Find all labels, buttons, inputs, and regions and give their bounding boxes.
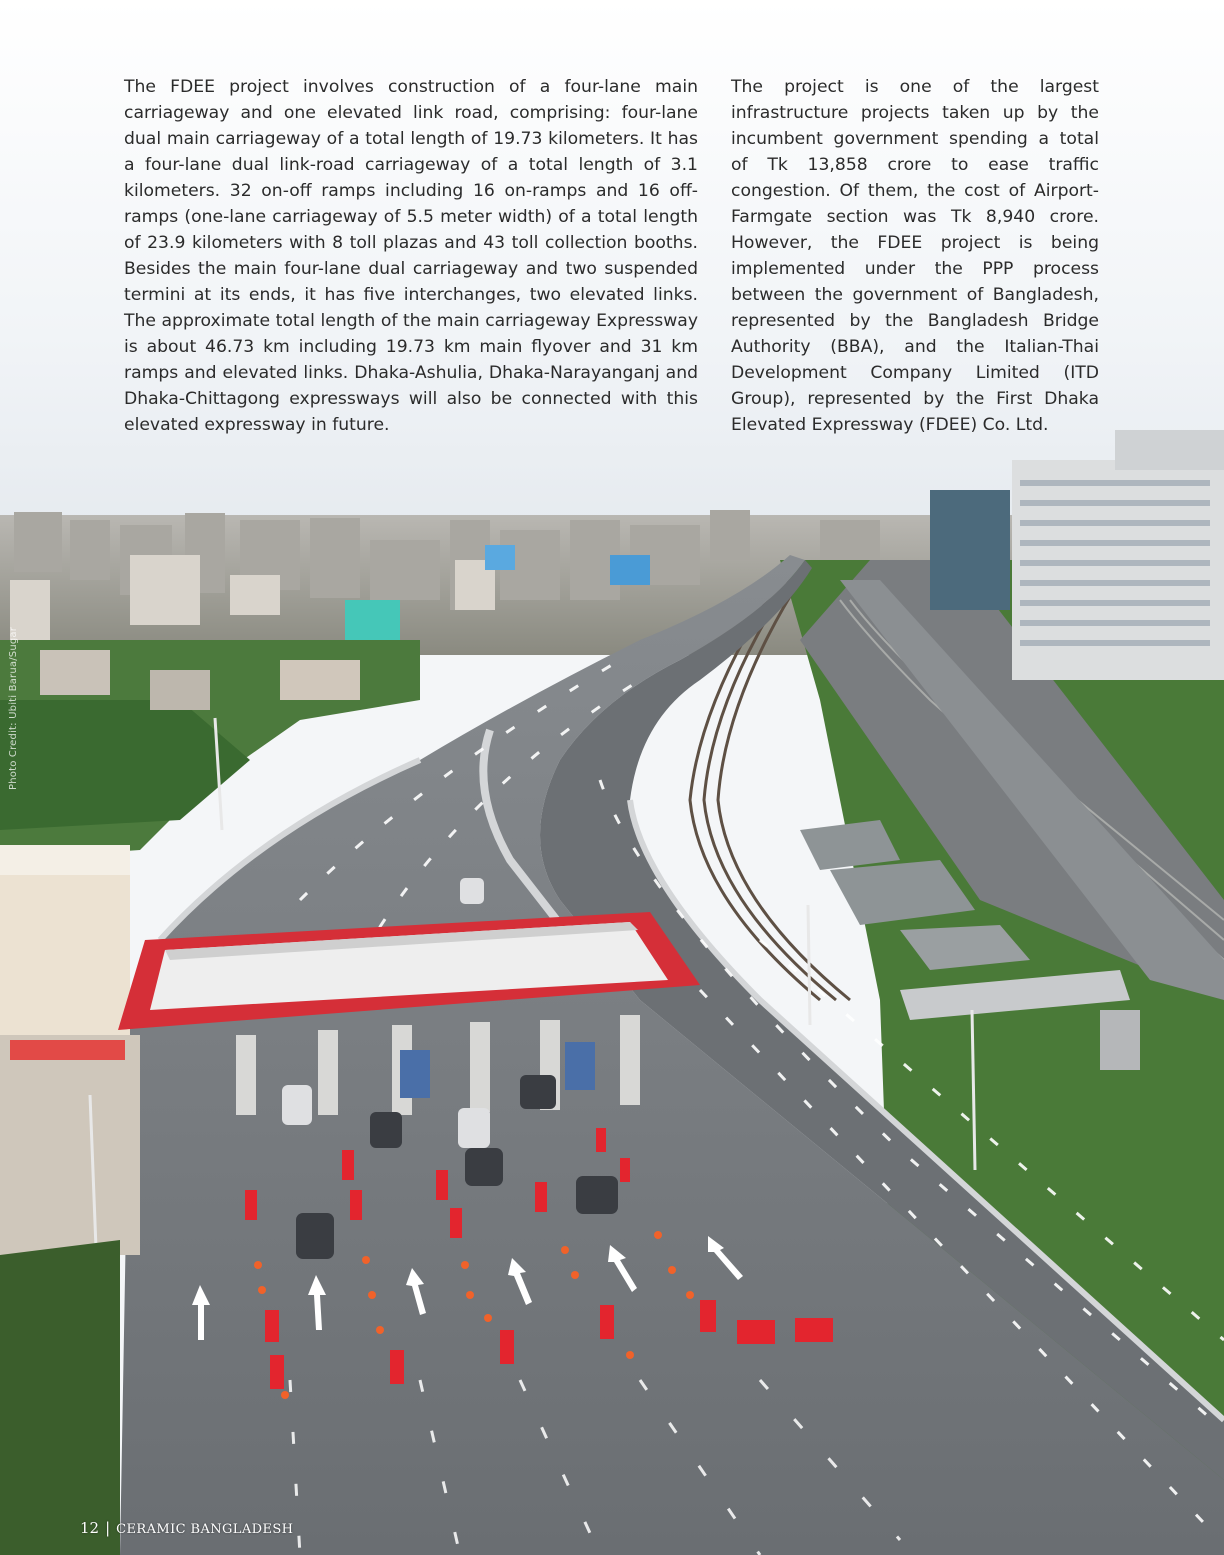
article-right-column: The project is one of the largest infrastructure projects taken up by the incumbent government spending a total of Tk 13,858 crore to ease traffic congestion. Of them, the cost of Airport-Farmgate section was Tk 8,940 crore. However, the FDEE project is being implemented under the PPP process between the government of Bangladesh, represented by the Bangladesh Bridge Authority (BBA), and the Italian-Thai Development Company Limited (ITD Group), represented by the First Dhaka Elevated Expressway (FDEE) Co. Ltd. (731, 77, 1099, 435)
page-number: 12 (80, 1519, 100, 1537)
footer-separator: | (105, 1519, 111, 1537)
magazine-name: CERAMIC BANGLADESH (116, 1522, 294, 1537)
article-left-column: The FDEE project involves construction of a four-lane main carriageway and one elevated link road, comprising: four-lane dual main carriageway of a total length of 19.73 kilometers. It has a four-lane dual link-road carriageway of a total length of 3.1 kilometers. 32 on-off ramps including 16 on-ramps and 16 off-ramps (one-lane carriageway of 5.5 meter width) of a total length of 23.9 kilometers with 8 toll plazas and 43 toll collection booths. Besides the main four-lane dual carriageway and two suspended termini at its ends, it has five interchanges, two elevated links. The approximate total length of the main carriageway Expressway is about 46.73 km including 19.73 km main flyover and 31 km ramps and elevated links. Dhaka-Ashulia, Dhaka-Narayanganj and Dhaka-Chittagong expressways will also be connected with this elevated expressway in future. (124, 77, 698, 435)
photo-credit: Photo Credit: Ubiti Barua/Sugar (8, 626, 19, 790)
page-footer (80, 1519, 293, 1537)
